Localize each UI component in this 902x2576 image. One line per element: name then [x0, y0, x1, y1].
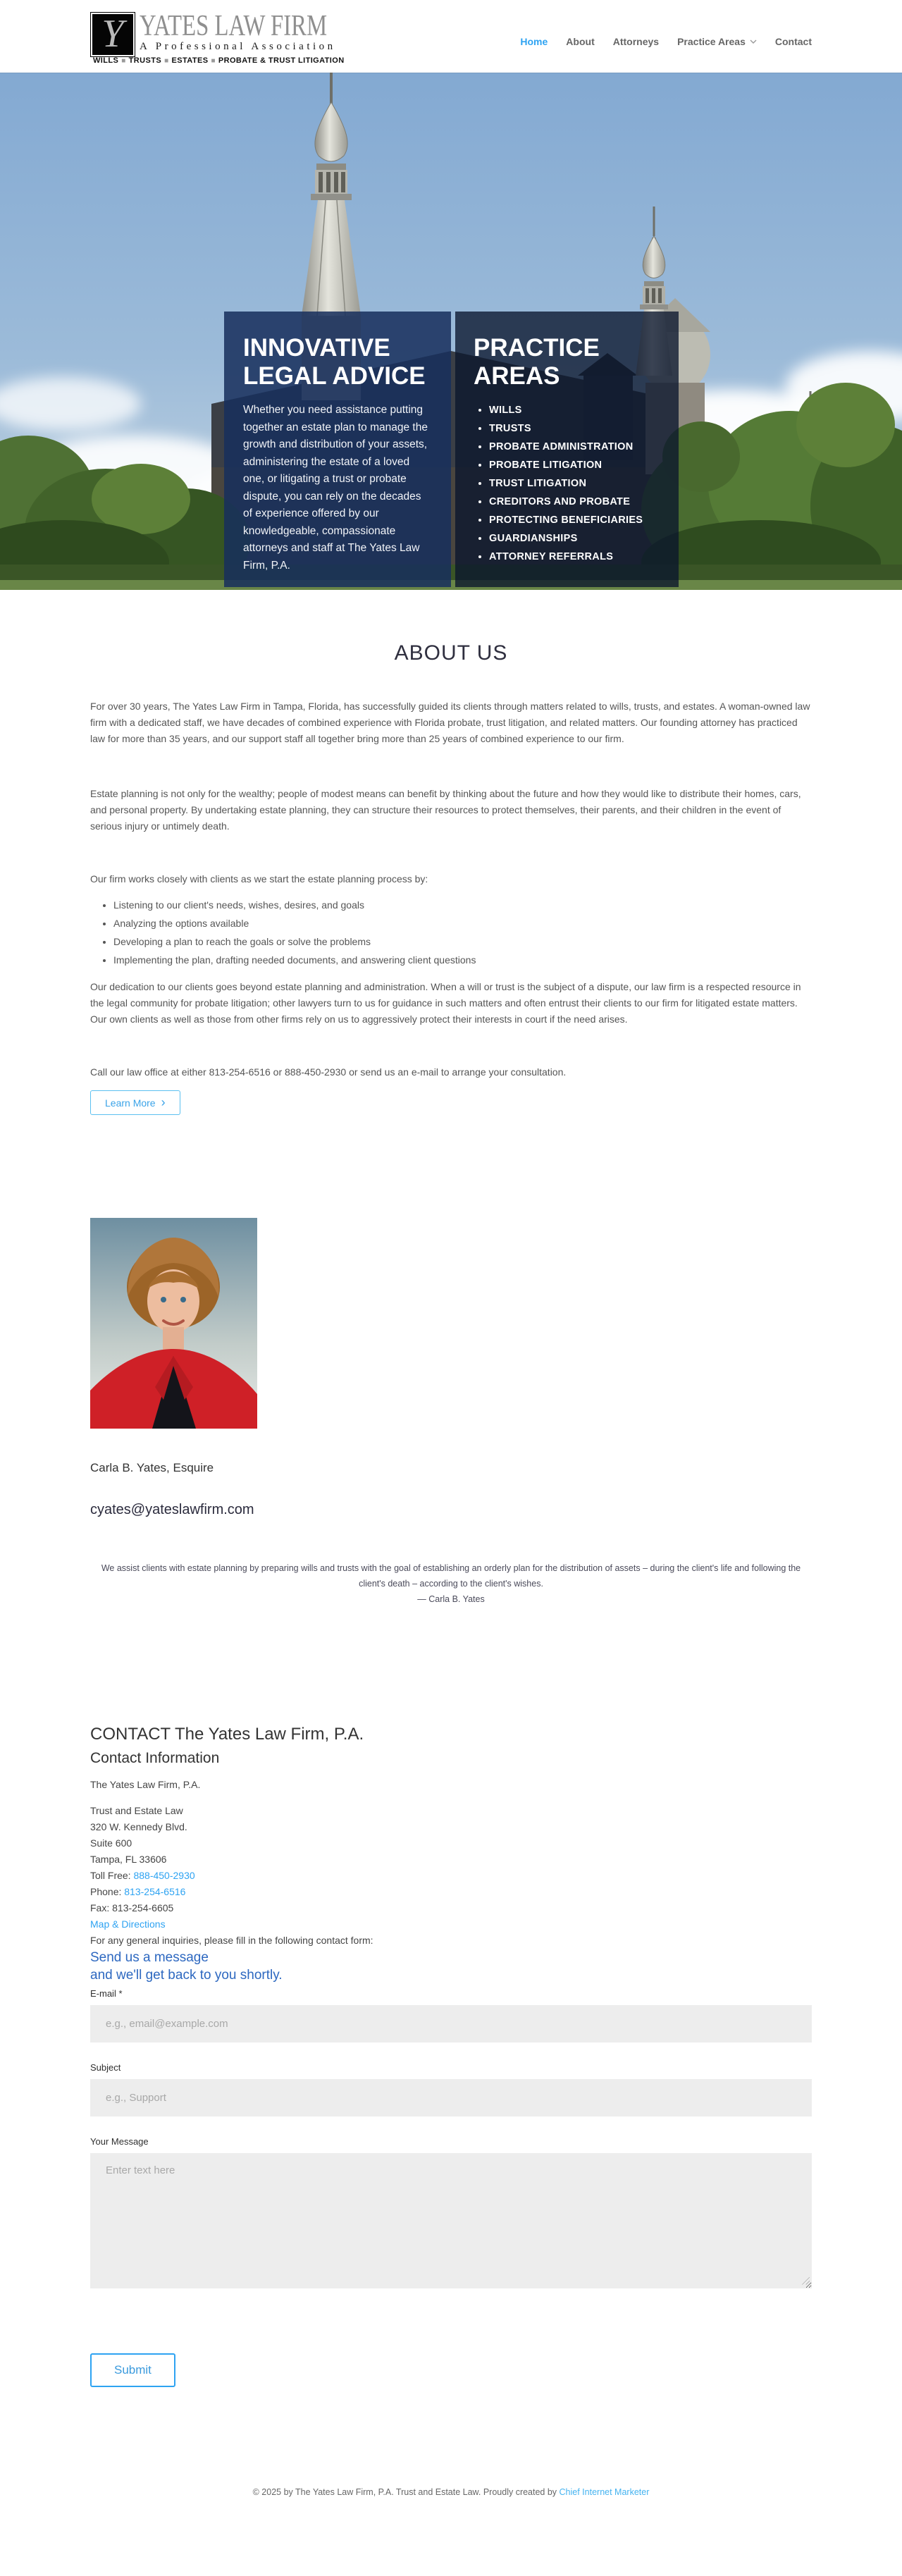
- message-field[interactable]: [90, 2153, 812, 2288]
- copyright-prefix: © 2025 by The Yates Law Firm, P.A. Trust and Estate Law. Proudly created by: [252, 2486, 560, 2497]
- about-process-intro: Our firm works closely with clients as we start the estate planning process by:: [90, 873, 428, 885]
- nav-practice-areas[interactable]: [677, 36, 757, 47]
- hero-advice-heading: INNOVATIVE LEGAL ADVICE: [243, 334, 426, 390]
- practice-item: • TRUST LITIGATION: [489, 474, 662, 493]
- process-item: • Listening to our client's needs, wishes, desires, and goals: [113, 896, 812, 914]
- creator-link[interactable]: Chief Internet Marketer: [559, 2486, 650, 2497]
- quote-text: We assist clients with estate planning by preparing wills and trusts with the goal of establishing an orderly plan for the distribution of assets – during the client's life and following the client's death – according to the client's wishes.: [101, 1563, 801, 1589]
- tagline-trusts: TRUSTS: [128, 56, 162, 65]
- nav-contact[interactable]: Contact: [774, 35, 812, 47]
- form-heading-line2: and we'll get back to you shortly.: [90, 1967, 283, 1983]
- practice-item: • PROBATE LITIGATION: [489, 456, 662, 474]
- form-heading-line1: Send us a message: [90, 1949, 209, 1965]
- contact-toll-free: [90, 1868, 812, 1884]
- practice-item: • WILLS: [489, 401, 662, 419]
- about-process-list: [90, 896, 812, 969]
- tagline-probate: PROBATE & TRUST LITIGATION: [218, 56, 345, 65]
- logo-subtitle: A Professional Association: [140, 41, 336, 52]
- nav-attorneys[interactable]: Attorneys: [612, 35, 660, 47]
- practice-item: • CREDITORS AND PROBATE: [489, 493, 662, 511]
- hero-advice-body: Whether you need assistance putting together an estate plan to manage the growth and distribution of your assets, administering the estate of a loved one, or litigating a trust or probate dispute, you can rely on the decades of experience offered by our knowledgeable, compassionate attorneys and staff at The Yates Law Firm, P.A.: [243, 404, 428, 572]
- about-title: ABOUT US: [394, 641, 508, 665]
- chevron-right-icon: ›: [161, 1095, 166, 1109]
- contact-inquiries-line: For any general inquiries, please fill in the following contact form:: [90, 1934, 373, 1946]
- hero-advice-panel: [224, 312, 451, 587]
- hero-photo: [0, 73, 902, 590]
- hero-section: [0, 73, 902, 590]
- logo-title: YATES LAW FIRM: [140, 10, 328, 42]
- practice-item: • ATTORNEY REFERRALS: [489, 548, 662, 566]
- form-heading: [90, 1949, 812, 1984]
- attorney-quote: [90, 1560, 812, 1607]
- attorney-photo: [90, 1218, 257, 1429]
- process-item: • Implementing the plan, drafting needed documents, and answering client questions: [113, 951, 812, 969]
- contact-fax: Fax: 813-254-6605: [90, 1902, 174, 1913]
- practice-item: • PROBATE ADMINISTRATION: [489, 438, 662, 456]
- phone-label: Phone:: [90, 1885, 125, 1897]
- contact-firm-name: The Yates Law Firm, P.A.: [90, 1778, 201, 1790]
- nav-about[interactable]: About: [566, 35, 595, 47]
- contact-section: [90, 1616, 812, 2387]
- message-label: Your Message: [90, 2136, 149, 2147]
- contact-heading: CONTACT The Yates Law Firm, P.A.: [90, 1724, 364, 1744]
- contact-subheading: Contact Information: [90, 1749, 220, 1766]
- logo-tagline: [93, 56, 380, 65]
- contact-address-2: Suite 600: [90, 1837, 132, 1849]
- hero-practice-panel: [455, 312, 679, 587]
- email-field[interactable]: [90, 2005, 812, 2042]
- attorney-name: Carla B. Yates, Esquire: [90, 1461, 214, 1474]
- email-label: E-mail *: [90, 1988, 123, 1999]
- contact-address-1: 320 W. Kennedy Blvd.: [90, 1820, 187, 1832]
- toll-free-link[interactable]: 888-450-2930: [133, 1869, 195, 1881]
- nav-practice-areas-label: Practice Areas: [677, 35, 746, 47]
- contact-address-3: Tampa, FL 33606: [90, 1853, 167, 1865]
- chevron-down-icon: [750, 39, 757, 44]
- process-item: • Analyzing the options available: [113, 914, 812, 932]
- attorney-section: [90, 1115, 812, 1607]
- about-paragraph-1: For over 30 years, The Yates Law Firm in Tampa, Florida, has successfully guided its clients through matters related to wills, trusts, and estates. A woman-owned law firm with a dedicated staff, we have decades of combined experience with Florida probate, trust litigation, and related matters. Our founding attorney has practiced law for more than 35 years, and our support staff all together bring more than 25 years of combined experience to our firm.: [90, 701, 810, 744]
- site-header: [0, 0, 902, 73]
- attorney-email: cyates@yateslawfirm.com: [90, 1502, 254, 1517]
- tagline-wills: WILLS: [93, 56, 119, 65]
- square-separator-icon: ■: [121, 57, 126, 65]
- about-section: [90, 590, 812, 1115]
- contact-address-block: [90, 1803, 812, 1949]
- tagline-estates: ESTATES: [171, 56, 209, 65]
- subject-label: Subject: [90, 2062, 121, 2073]
- hero-practice-heading: PRACTICE AREAS: [474, 334, 600, 390]
- square-separator-icon: ■: [164, 57, 169, 65]
- about-paragraph-3: Our dedication to our clients goes beyond estate planning and administration. When a will or trust is the subject of a dispute, our law firm is a respected resource in the legal community for probate litigation; other lawyers turn to us for guidance in such matters and often entrust their clients to our firm for litigated estate matters. Our own clients as well as those from other firms rely on us to aggressively protect their interests in court if the need arises.: [90, 981, 801, 1025]
- learn-more-label: Learn More: [105, 1097, 156, 1109]
- practice-item: • TRUSTS: [489, 419, 662, 438]
- submit-button[interactable]: Submit: [90, 2353, 175, 2387]
- site-footer: [0, 2387, 902, 2557]
- about-paragraph-2: Estate planning is not only for the wealthy; people of modest means can benefit by thinking about the future and how they would like to distribute their homes, cars, and personal property. By undertaking estate planning, they can structure their resources to protect themselves, their parents, and their children in the event of serious injury or untimely death.: [90, 788, 801, 832]
- learn-more-button[interactable]: [90, 1090, 180, 1115]
- hero-practice-list: [474, 401, 662, 566]
- contact-phone: [90, 1884, 812, 1900]
- copyright-text: [0, 2486, 902, 2498]
- contact-practice-line: Trust and Estate Law: [90, 1804, 183, 1816]
- main-nav: [520, 26, 812, 47]
- toll-free-label: Toll Free:: [90, 1869, 134, 1881]
- phone-link[interactable]: 813-254-6516: [124, 1885, 186, 1897]
- subject-field[interactable]: [90, 2079, 812, 2116]
- logo-monogram-icon: Y: [90, 12, 135, 57]
- practice-item: • GUARDIANSHIPS: [489, 529, 662, 548]
- site-logo[interactable]: [90, 8, 380, 65]
- map-directions-link[interactable]: Map & Directions: [90, 1918, 166, 1930]
- quote-attribution: — Carla B. Yates: [417, 1594, 485, 1604]
- process-item: • Developing a plan to reach the goals or solve the problems: [113, 932, 812, 951]
- about-call-line: Call our law office at either 813-254-6516 or 888-450-2930 or send us an e-mail to arrange your consultation.: [90, 1066, 567, 1078]
- square-separator-icon: ■: [211, 57, 216, 65]
- nav-home[interactable]: Home: [520, 35, 548, 47]
- practice-item: • PROTECTING BENEFICIARIES: [489, 511, 662, 529]
